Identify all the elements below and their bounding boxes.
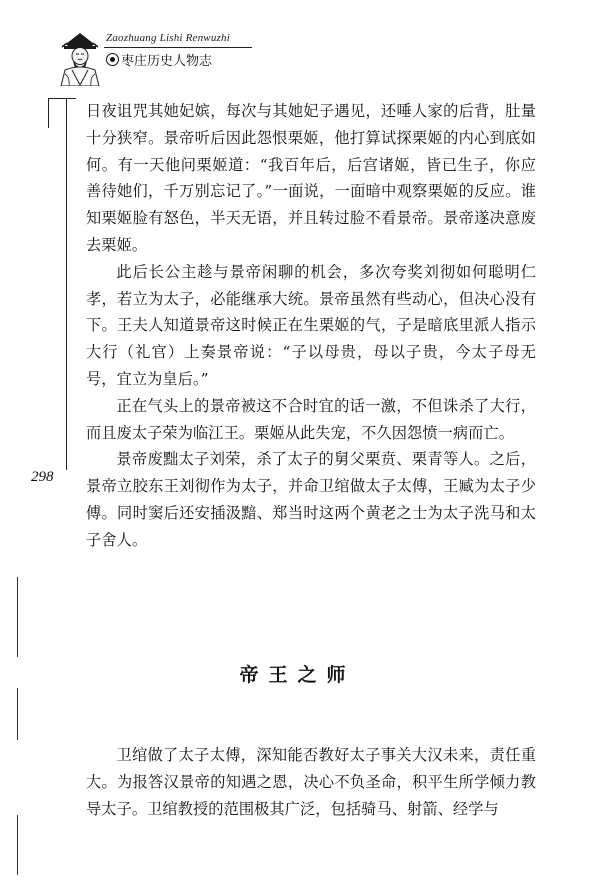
header-title-latin: Zaozhuang Lishi Renwuzhi [106, 32, 230, 44]
paragraph: 日夜诅咒其她妃嫔，每次与其她妃子遇见，还唾人家的后背，肚量十分狭窄。景帝听后因此怨恨栗姬，他打算试探栗姬的内心到底如何。有一天他问栗姬道：“我百年后，后宫诸姬，皆已生子，你应善待她们，千万别忘记了。”一面说，一面暗中观察栗姬的反应。谁知栗姬脸有怒色，半天无语，并且转过脸不看景帝。景帝遂决意废去栗姬。 [86, 102, 536, 254]
margin-rule [17, 815, 18, 875]
header-portrait-logo [58, 30, 102, 86]
paragraph: 景帝废黜太子刘荣，杀了太子的舅父栗贲、栗青等人。之后，景帝立胶东王刘彻作为太子，并命卫绾做太子太傅，王臧为太子少傅。同时窦后还安插汲黯、郑当时这两个黄老之士为太子洗马和太子舍人。 [86, 450, 536, 549]
margin-rule [17, 688, 18, 740]
seal-icon [106, 53, 119, 66]
page-number: 298 [31, 469, 54, 485]
header-rule [104, 47, 252, 48]
header-title [106, 50, 212, 69]
paragraph: 正在气头上的景帝被这不合时宜的话一激，不但诛杀了大行，而且废太子荣为临江王。栗姬从此失宠，不久因怨愤一病而亡。 [86, 396, 536, 442]
header-title-cn: 枣庄历史人物志 [121, 54, 213, 69]
section-body-text [86, 742, 536, 822]
body-text [86, 98, 536, 554]
portrait-icon [58, 30, 102, 86]
paragraph: 卫绾做了太子太傅，深知能否教好太子事关大汉未来，责任重大。为报答汉景帝的知遇之恩，决心不负圣命，积平生所学倾力教导太子。卫绾教授的范围极其广泛，包括骑马、射箭、经学与 [86, 746, 536, 818]
margin-rule [66, 98, 67, 470]
margin-rule [48, 98, 76, 99]
margin-rule [48, 98, 49, 128]
margin-rule [17, 577, 18, 657]
section-heading: 帝王之师 [239, 664, 356, 686]
paragraph: 此后长公主趁与景帝闲聊的机会，多次夸奖刘彻如何聪明仁孝，若立为太子，必能继承大统。景帝虽然有些动心，但决心没有下。王夫人知道景帝这时候正在生栗姬的气，子是暗底里派人指示大行（礼官）上奏景帝说：“子以母贵，母以子贵，今太子母无号，宜立为皇后。” [86, 262, 536, 388]
